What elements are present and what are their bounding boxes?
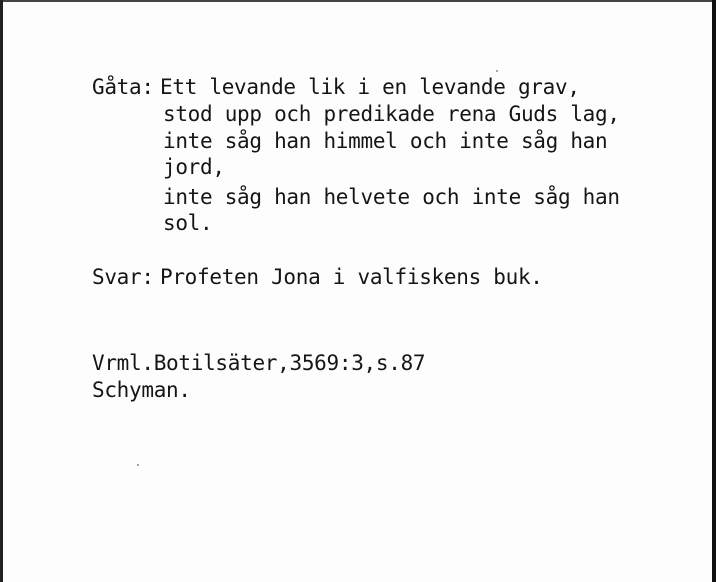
riddle-line-1: Ett levande lik i en levande grav, bbox=[160, 75, 580, 99]
riddle-line-2: stod upp och predikade rena Guds lag, bbox=[163, 102, 620, 126]
collector-name: Schyman. bbox=[92, 378, 191, 402]
card-right-edge bbox=[712, 0, 716, 582]
riddle-line-5: inte såg han helvete och inte såg han bbox=[163, 185, 620, 209]
riddle-line-4: jord, bbox=[163, 155, 225, 179]
answer-label: Svar: bbox=[92, 265, 154, 289]
riddle-line-3: inte såg han himmel och inte såg han bbox=[163, 129, 608, 153]
answer-text: Profeten Jona i valfiskens buk. bbox=[160, 265, 543, 289]
card-left-edge bbox=[0, 0, 3, 582]
card-top-edge bbox=[0, 0, 716, 2]
paper-speck bbox=[496, 70, 498, 72]
paper-speck bbox=[137, 464, 139, 466]
source-reference: Vrml.Botilsäter,3569:3,s.87 bbox=[92, 351, 426, 375]
riddle-label: Gåta: bbox=[92, 75, 154, 99]
riddle-line-6: sol. bbox=[163, 211, 213, 235]
